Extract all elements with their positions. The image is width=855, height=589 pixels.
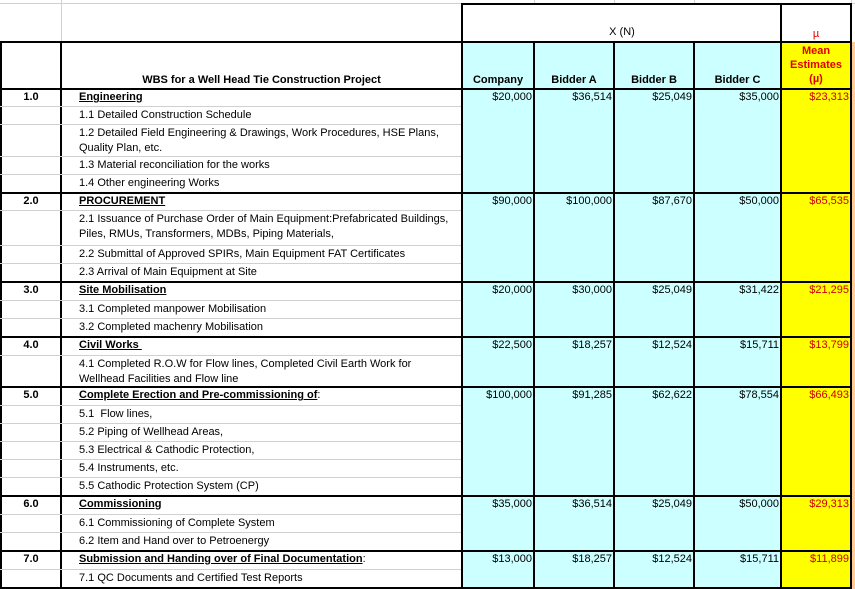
- wbs-item[interactable]: 1.4 Other engineering Works: [79, 177, 220, 189]
- section-id: 6.0: [23, 498, 39, 510]
- wbs-item[interactable]: 5.5 Cathodic Protection System (CP): [79, 480, 259, 492]
- section-title[interactable]: Civil Works: [79, 339, 142, 351]
- cell-mean[interactable]: $65,535: [809, 195, 849, 207]
- cell-bidder-b[interactable]: $12,524: [652, 553, 692, 565]
- wbs-item[interactable]: 2.1 Issuance of Purchase Order of Main Equipment:Prefabricated Buildings, Piles, RMUs, Transformers, MDBs, Piping Materials,: [79, 213, 449, 240]
- cell-bidder-b[interactable]: $25,049: [652, 498, 692, 510]
- wbs-item[interactable]: 3.2 Completed machenry Mobilisation: [79, 321, 264, 333]
- wbs-item[interactable]: 1.2 Detailed Field Engineering & Drawings, Work Procedures, HSE Plans, Quality Plan, etc.: [79, 127, 439, 154]
- wbs-item[interactable]: 5.2 Piping of Wellhead Areas,: [79, 426, 224, 438]
- wbs-header: WBS for a Well Head Tie Construction Project: [142, 74, 381, 86]
- cell-mean[interactable]: $29,313: [809, 498, 849, 510]
- cell-mean[interactable]: $11,899: [810, 553, 849, 565]
- cell-bidder-b[interactable]: $12,524: [652, 339, 692, 351]
- section-id: 1.0: [23, 91, 39, 103]
- col-header-bidder-b: Bidder B: [631, 74, 677, 86]
- wbs-item[interactable]: 5.1 Flow lines,: [79, 408, 153, 420]
- cell-bidder-a[interactable]: $91,285: [572, 389, 612, 401]
- wbs-item[interactable]: 1.1 Detailed Construction Schedule: [79, 109, 252, 121]
- wbs-item[interactable]: 3.1 Completed manpower Mobilisation: [79, 303, 267, 315]
- wbs-item[interactable]: 2.2 Submittal of Approved SPIRs, Main Equipment FAT Certificates: [79, 248, 406, 260]
- cell-bidder-a[interactable]: $100,000: [566, 195, 612, 207]
- cell-company[interactable]: $35,000: [492, 498, 532, 510]
- col-header-bidder-a: Bidder A: [551, 74, 597, 86]
- cell-bidder-b[interactable]: $87,670: [652, 195, 692, 207]
- section-id: 5.0: [23, 389, 39, 401]
- wbs-item[interactable]: 4.1 Completed R.O.W for Flow lines, Completed Civil Earth Work for Wellhead Facilities and Flow line: [79, 358, 412, 385]
- cell-bidder-c[interactable]: $15,711: [740, 339, 779, 351]
- col-header-mean: Mean Estimates (µ): [790, 45, 842, 85]
- section-title[interactable]: Commissioning: [79, 498, 162, 510]
- cell-company[interactable]: $22,500: [492, 339, 532, 351]
- section-title[interactable]: PROCUREMENT: [79, 195, 166, 207]
- col-header-company: Company: [472, 74, 524, 86]
- section-title-wrap: Complete Erection and Pre-commissioning of:: [79, 389, 321, 401]
- wbs-item[interactable]: 6.1 Commissioning of Complete System: [79, 517, 275, 529]
- group-header-x-n: X (N): [609, 26, 635, 38]
- wbs-item[interactable]: 7.1 QC Documents and Certified Test Reports: [79, 572, 303, 584]
- cell-bidder-c[interactable]: $50,000: [739, 195, 779, 207]
- cell-bidder-c[interactable]: $50,000: [739, 498, 779, 510]
- section-id: 2.0: [23, 195, 39, 207]
- cell-bidder-a[interactable]: $30,000: [572, 284, 612, 296]
- wbs-item[interactable]: 5.4 Instruments, etc.: [79, 462, 179, 474]
- cell-mean[interactable]: $21,295: [809, 284, 849, 296]
- section-id: 4.0: [23, 339, 39, 351]
- wbs-item[interactable]: 6.2 Item and Hand over to Petroenergy: [79, 535, 270, 547]
- cell-bidder-a[interactable]: $36,514: [572, 498, 612, 510]
- section-id: 3.0: [23, 284, 39, 296]
- section-id: 7.0: [23, 553, 39, 565]
- section-title[interactable]: Submission and Handing over of Final Documentation: [79, 553, 363, 565]
- cell-bidder-a[interactable]: $18,257: [572, 339, 612, 351]
- wbs-item[interactable]: 5.3 Electrical & Cathodic Protection,: [79, 444, 255, 456]
- wbs-item[interactable]: 1.3 Material reconciliation for the works: [79, 159, 270, 171]
- cell-company[interactable]: $20,000: [492, 91, 532, 103]
- section-title[interactable]: Complete Erection and Pre-commissioning of: [79, 389, 318, 401]
- cell-bidder-b[interactable]: $62,622: [652, 389, 692, 401]
- cell-bidder-c[interactable]: $78,554: [739, 389, 779, 401]
- section-title[interactable]: Engineering: [79, 91, 143, 103]
- wbs-item[interactable]: 2.3 Arrival of Main Equipment at Site: [79, 266, 257, 278]
- cell-bidder-b[interactable]: $25,049: [652, 284, 692, 296]
- cell-bidder-b[interactable]: $25,049: [652, 91, 692, 103]
- cell-mean[interactable]: $66,493: [809, 389, 849, 401]
- cell-company[interactable]: $13,000: [492, 553, 532, 565]
- cell-company[interactable]: $20,000: [492, 284, 532, 296]
- section-title-wrap: Submission and Handing over of Final Documentation:: [79, 553, 366, 565]
- cell-bidder-a[interactable]: $36,514: [572, 91, 612, 103]
- cell-mean[interactable]: $23,313: [809, 91, 849, 103]
- section-title[interactable]: Site Mobilisation: [79, 284, 167, 296]
- cell-mean[interactable]: $13,799: [809, 339, 849, 351]
- cell-bidder-a[interactable]: $18,257: [572, 553, 612, 565]
- cell-bidder-c[interactable]: $31,422: [739, 284, 779, 296]
- cell-bidder-c[interactable]: $15,711: [740, 553, 779, 565]
- cell-company[interactable]: $90,000: [492, 195, 532, 207]
- cell-company[interactable]: $100,000: [486, 389, 532, 401]
- col-header-bidder-c: Bidder C: [714, 74, 761, 86]
- mu-symbol: µ: [812, 28, 820, 40]
- cell-bidder-c[interactable]: $35,000: [739, 91, 779, 103]
